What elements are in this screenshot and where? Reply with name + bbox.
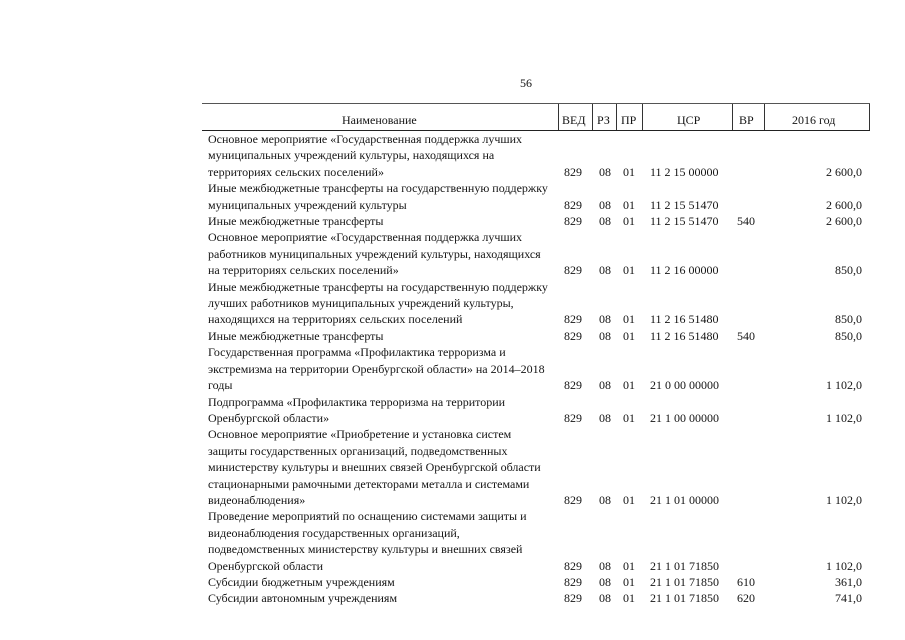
cell-rz: 08 <box>599 591 611 606</box>
cell-rz: 08 <box>599 214 611 229</box>
column-divider <box>558 104 559 130</box>
row-name: Субсидии бюджетным учреждениям <box>208 574 395 589</box>
cell-rz: 08 <box>599 574 611 589</box>
column-divider <box>869 104 870 130</box>
header-name: Наименование <box>342 113 417 127</box>
cell-ved: 829 <box>564 263 582 278</box>
page-number: 56 <box>520 76 532 90</box>
row-name: Субсидии автономным учреждениям <box>208 591 398 606</box>
cell-sum: 1 102,0 <box>826 558 862 573</box>
cell-pr: 01 <box>623 312 635 327</box>
header-rz: РЗ <box>597 113 610 127</box>
cell-pr: 01 <box>623 492 635 507</box>
cell-pr: 01 <box>623 328 635 343</box>
cell-vr: 620 <box>737 591 755 606</box>
table-row <box>202 229 870 278</box>
cell-ved: 829 <box>564 214 582 229</box>
cell-ved: 829 <box>564 558 582 573</box>
table-row <box>202 394 870 427</box>
cell-vr: 540 <box>737 328 755 343</box>
cell-sum: 2 600,0 <box>826 214 862 229</box>
header-pr: ПР <box>621 113 637 127</box>
cell-pr: 01 <box>623 558 635 573</box>
cell-csr: 11 2 15 00000 <box>650 164 719 179</box>
row-name: Иные межбюджетные трансферты на государственную поддержку лучших работников муниципальных учреждений культуры, находящихся на территориях сельских поселений <box>208 279 548 327</box>
table-row <box>202 328 870 344</box>
column-divider <box>642 104 643 130</box>
cell-pr: 01 <box>623 410 635 425</box>
row-name: Основное мероприятие «Государственная поддержка лучших работников муниципальных учреждений культуры, находящихся на территориях сельских поселений» <box>208 230 541 278</box>
row-name: Подпрограмма «Профилактика терроризма на территории Оренбургской области» <box>208 394 506 425</box>
row-name: Основное мероприятие «Государственная поддержка лучших муниципальных учреждений культуры, находящихся на территориях сельских поселений» <box>208 132 523 179</box>
cell-pr: 01 <box>623 164 635 179</box>
cell-csr: 11 2 15 51470 <box>650 214 719 229</box>
table-header <box>202 103 870 131</box>
cell-vr: 540 <box>737 214 755 229</box>
column-divider <box>764 104 765 130</box>
cell-pr: 01 <box>623 263 635 278</box>
cell-csr: 21 1 01 71850 <box>650 558 719 573</box>
cell-ved: 829 <box>564 197 582 212</box>
cell-sum: 741,0 <box>835 591 862 606</box>
header-year: 2016 год <box>792 113 836 127</box>
cell-ved: 829 <box>564 328 582 343</box>
table-body <box>202 131 870 607</box>
cell-rz: 08 <box>599 410 611 425</box>
header-ved: ВЕД <box>562 113 586 127</box>
cell-csr: 21 0 00 00000 <box>650 378 719 393</box>
cell-pr: 01 <box>623 574 635 589</box>
cell-pr: 01 <box>623 214 635 229</box>
cell-vr: 610 <box>737 574 755 589</box>
cell-csr: 21 1 01 00000 <box>650 492 719 507</box>
row-name: Иные межбюджетные трансферты на государственную поддержку муниципальных учреждений культуры <box>208 181 548 212</box>
cell-rz: 08 <box>599 492 611 507</box>
table-row <box>202 590 870 606</box>
cell-csr: 21 1 01 71850 <box>650 591 719 606</box>
cell-csr: 11 2 15 51470 <box>650 197 719 212</box>
table-row <box>202 574 870 590</box>
cell-ved: 829 <box>564 574 582 589</box>
row-name: Иные межбюджетные трансферты <box>208 214 384 229</box>
cell-sum: 1 102,0 <box>826 378 862 393</box>
cell-csr: 21 1 00 00000 <box>650 410 719 425</box>
table-row <box>202 344 870 393</box>
cell-csr: 21 1 01 71850 <box>650 574 719 589</box>
cell-rz: 08 <box>599 378 611 393</box>
row-name: Основное мероприятие «Приобретение и установка систем защиты государственных организаций, подведомственных министерству культуры и внешних связей Оренбургской области стационарными рамочными детекторами металла и системами видеонаблюдения» <box>208 427 541 507</box>
cell-ved: 829 <box>564 410 582 425</box>
table-row <box>202 426 870 508</box>
cell-sum: 850,0 <box>835 263 862 278</box>
cell-sum: 2 600,0 <box>826 197 862 212</box>
table-row <box>202 279 870 328</box>
cell-rz: 08 <box>599 312 611 327</box>
table-row <box>202 131 870 180</box>
cell-sum: 361,0 <box>835 574 862 589</box>
column-divider <box>616 104 617 130</box>
cell-csr: 11 2 16 51480 <box>650 328 719 343</box>
cell-sum: 2 600,0 <box>826 164 862 179</box>
row-name: Проведение мероприятий по оснащению системами защиты и видеонаблюдения государственных организаций, подведомственных министерству культуры и внешних связей Оренбургской области <box>208 509 527 573</box>
header-vr: ВР <box>739 113 754 127</box>
cell-sum: 850,0 <box>835 328 862 343</box>
budget-table <box>202 103 870 607</box>
row-name: Государственная программа «Профилактика терроризма и экстремизма на территории Оренбургской области» на 2014–2018 годы <box>208 345 545 393</box>
cell-rz: 08 <box>599 164 611 179</box>
cell-csr: 11 2 16 00000 <box>650 263 719 278</box>
column-divider <box>592 104 593 130</box>
cell-ved: 829 <box>564 378 582 393</box>
cell-rz: 08 <box>599 197 611 212</box>
cell-rz: 08 <box>599 558 611 573</box>
header-csr: ЦСР <box>677 113 701 127</box>
table-row <box>202 508 870 574</box>
cell-pr: 01 <box>623 591 635 606</box>
cell-csr: 11 2 16 51480 <box>650 312 719 327</box>
cell-ved: 829 <box>564 312 582 327</box>
cell-pr: 01 <box>623 197 635 212</box>
cell-ved: 829 <box>564 164 582 179</box>
cell-rz: 08 <box>599 263 611 278</box>
row-name: Иные межбюджетные трансферты <box>208 328 384 343</box>
column-divider <box>732 104 733 130</box>
cell-ved: 829 <box>564 591 582 606</box>
cell-sum: 850,0 <box>835 312 862 327</box>
table-row <box>202 213 870 229</box>
cell-pr: 01 <box>623 378 635 393</box>
cell-ved: 829 <box>564 492 582 507</box>
cell-sum: 1 102,0 <box>826 492 862 507</box>
table-row <box>202 180 870 213</box>
cell-rz: 08 <box>599 328 611 343</box>
cell-sum: 1 102,0 <box>826 410 862 425</box>
